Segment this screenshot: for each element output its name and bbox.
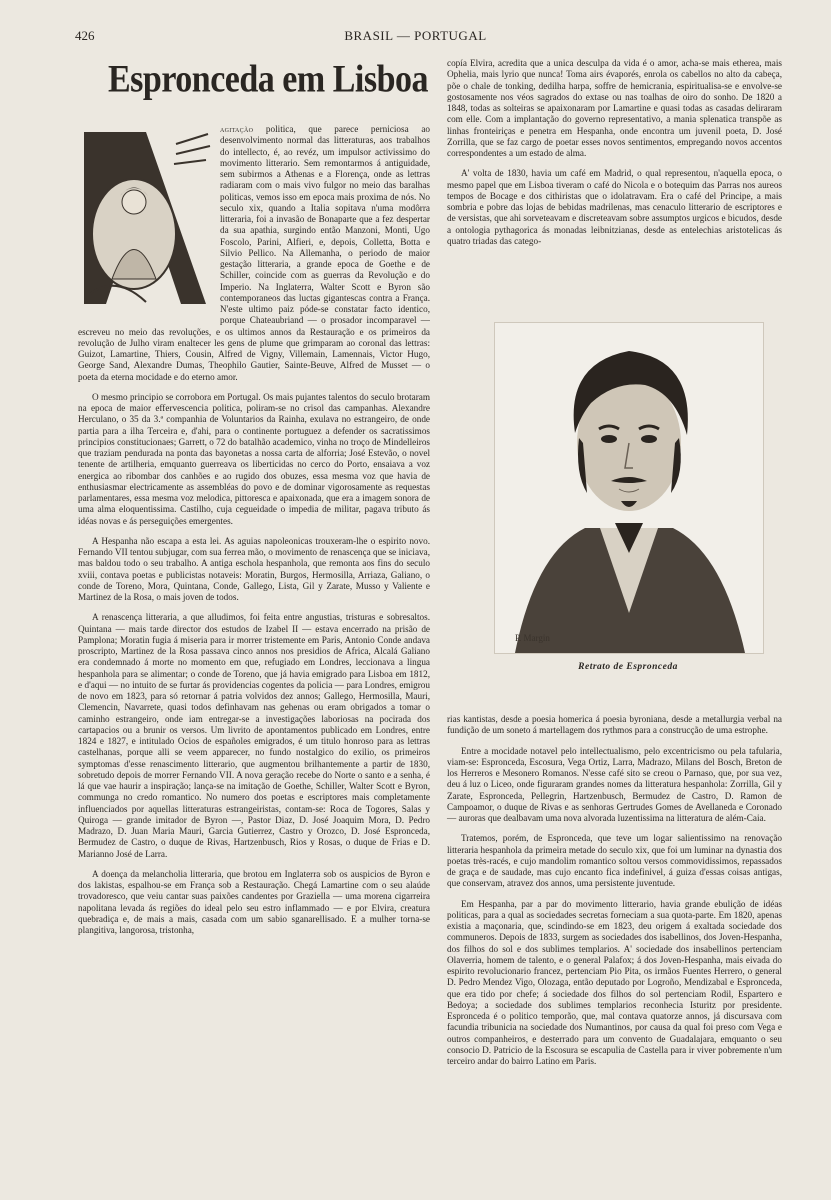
- paragraph: copía Elvira, acredita que a unica desculpa da vida é o amor, acha-se mais etherea, mais Ophelia, mais lyrio que nunca! Toma airs évaporés, enrola os cabellos no alto da cabeça, põe o chale de tonking, dedilha harpa, soffre de hemicrania, espiritualisa-se e envolve-se gostosamente nos véos sagrados do extase ou nas toalhas de oiro do sonho. De 1820 a 1848, todas as solteiras se apaixonaram por Lamartine e quasi todas as casadas deliraram com elle. Com a implantação do governo representativo, a mania splenatica transpõe as linhas fronteiriças e penetra em Hespanha, onde encontra um juvenil poeta, D. José Zorrilla, que se faz cargo de poetar esses novos sentimentos, empregando novos accentos correspondentes a um estado de alma.: [447, 58, 782, 158]
- paragraph: A Hespanha não escapa a esta lei. As aguias napoleonicas trouxeram-lhe o espirito novo. Fernando VII tentou subjugar, com sua ferrea mão, o movimento de renascença que se iniciava, mas baldou todo o seu trabalho. A antiga eschola hespanhola, que remonta aos fins do seculo xviii, contava poetas e publicistas notaveis: Moratin, Burgos, Hermosilla, Arriaza, Galiano, o conde de Toreno, Mora, Quintana, Conde, Gallego, Lista, Gil y Zarate, Musso y Valiente e Martinez de la Rosa, o mais joven de todos.: [78, 535, 430, 602]
- paragraph: A doença da melancholia litteraria, que brotou em Inglaterra sob os auspicios de Byron e dos lakistas, espalhou-se em França sob a Restauração. Chegá Lamartine com o seu alaúde trovadoresco, que veiu cantar suas paixões candentes por Graziella — uma morena cigarreira napolitana levada ás regiões do ideal pelo seu estro inflammado — e por Elvira, creatura quebradiça e, de mais a mais, casada com um sabio sganarellisado. E a mulher torna-se plangitiva, langorosa, tristonha,: [78, 868, 430, 935]
- paragraph: Entre a mocidade notavel pelo intellectualismo, pelo excentricismo ou pela tafularia, viam-se: Espronceda, Escosura, Vega Ortiz, Larra, Madrazo, Milans del Bosch, Breton de los Herreros e Mesonero Romanos. N'esse café sito se creou o Parnaso, que, por sua vez, deu á luz o Liceo, onde figuraram grandes nomes da litteratura hespanhola: Zorrilla, Gil y Zarate, Espronceda, Pellegrin, Hartzenbusch, Bermudez de Castro, D. Ramon de Campoamor, o duque de Rivas e as senhoras Gertrudes Gomes de Avellaneda e Coronado — auroras que dealbavam uma nova alvorada luzentissima na litteratura de além-Caia.: [447, 745, 782, 823]
- portrait-signature: P. Margin: [515, 633, 550, 643]
- initial-illustration-icon: [76, 124, 214, 314]
- article-title: Espronceda em Lisboa: [108, 58, 428, 101]
- illuminated-initial: [76, 124, 214, 314]
- page-number: 426: [75, 28, 95, 43]
- left-column: [78, 124, 430, 945]
- paragraph: O mesmo principio se corrobora em Portugal. Os mais pujantes talentos do seculo brotaram na epoca de maior effervescencia politica, poliram-se no crisol das campanhas. Alexandre Herculano, o 35 da 3.ª companhia de Voluntarios da Rainha, exulava no estrangeiro, de onde partia para a ilha Terceira e, d'ahi, para o continente portuguez a defender os sacratissimos principios constitucionaes; Garrett, o 72 do batalhão academico, vinha no troço de Mindelleiros que traziam pendurada na ponta das bayonetas a nossa carta de alforria; José Estevão, o novel tenente de artilheria, emquanto guerreava os liberticidas no cerco do Porto, ensaiava a voz energica ao ribombar dos canhões e ao rugido dos obuzes, essa mesma voz que havia de enthusiasmar electricamente as assembléas do povo e de dominar vigorosamente as requestas parlamentares, essa mesma voz melodica, pittoresca e apaixonada, que era a imagem sonora de uma alma eloquentissima. Castilho, cuja cegueidade o impedia de militar, pagava tributo ás idéas novas e ás perseguições emergentes.: [78, 391, 430, 526]
- right-column-top: [447, 58, 782, 256]
- paragraph: Em Hespanha, par a par do movimento litterario, havia grande ebulição de idéas politicas, para a qual as sociedades secretas forneciam a sua quota-parte. Em 1820, apenas existia a maçonaria, que, scindindo-se em 1823, deu origem á exaltada sociedade dos communeros. Depois de 1833, surgem as sociedades dos isabellinos, dos Joven-Hespanha, dos filhos do sol e dos sublimes templarios. A' sociedade dos insabellinos pertenciam Olaverria, homem de talento, e o general Palafox; á dos Joven-Hespanha, mais eivada do espirito revolucionario francez, pertenciam Pio Pita, os irmãos Fuentes Herrero, o general D. Pedro Mendez Vigo, Olozaga, então deputado por Logroño, Mendizabal e Espronceda, que era tido por chefe; á sociedade dos filhos do sol pertenciam Rodil, Espartero e Bedoya; a sociedade dos sublimes templarios reconhecia Isturitz por presidente. Espronceda é o politico temporão, que, mal contava quatorze annos, já discursava com facundia tribunicia na sociedade dos Numantinos, por causa da qual foi preso com Vega e outros companheiros, e desterrado para um convento de Guadalajara, emquanto o seu consocio D. Patricio de la Escosura se escapulia de Castella para ir viver pobremente n'um terceiro andar do bairro Latino em Paris.: [447, 898, 782, 1066]
- running-head: BRASIL — PORTUGAL: [344, 28, 487, 43]
- paragraph: A renascença litteraria, a que alludimos, foi feita entre angustias, tristuras e sobresaltos. Quintana — mais tarde director dos estudos de Izabel II — estava encerrado na prisão de Pamplona; Moratin fugia á miseria para ir morrer tristemente em Paris, Antonio Conde andava proscripto, Martinez de la Rosa passava cinco annos nos presidios de Africa, Alcalá Galiano era condemnado á morte no momento em que, refugiado em Londres, leccionava a lingua hespanhola para se alimentar; o conde de Toreno, que já havia emigrado para Lisboa em 1812, e d'aqui — no intuito de se furtar ás providencias cogentes da policia — para Londres, emigrou de novo em 1823, para só retornar á patria volvidos dez annos; Gallego, Hermosilla, Mauri, Clemencin, Navarrete, quasi todos definhavam nas gehenas ou eram obrigados a tomar o caminho estrangeiro, onde iam entregar-se a investigações laboriosas na pocirada dos cartapacios ou a brunir os versos. Um livrito de apontamentos publicado em Londres, entre 1824 e 1827, e intitulado Ocios de españoles emigrados, é um titulo honroso para as lettras castelhanas, porque alli se veem apparecer, no fundo nostalgico do exilio, os primeiros symptomas d'esse renascimento litterario, que augmentou brilhantemente a partir de 1830, sobretudo depois de morrer Fernando VII. A nova geração recebe do Norte o santo e a senha, é lá que vae haurir a inspiração; lança-se na imitação de Goethe, Schiller, Walter Scott e Byron, communga no credo romantico. No numero dos poetas e escriptores mais completamente influenciados por aquellas litteraturas estrangeiristas, contam-se: Roca de Togores, Salas y Quiroga — grande imitador de Byron —, Pastor Diaz, D. José Joaquim Mora, D. Pedro Madrazo, D. Juan Maria Mauri, Garcia Gutierrez, Castro y Orozco, D. José Espronceda, Bermudez de Castro, o duque de Rivas, Hartzenbusch, Rios y Rosas, o duque de Frias e D. Marianno José de Larra.: [78, 612, 430, 859]
- paragraph-lead: agitação: [220, 124, 254, 134]
- paragraph: A' volta de 1830, havia um café em Madrid, o qual representou, n'aquella epoca, o mesmo papel que em Lisboa tiveram o café do Nicola e o botequim das Parras nos aureos tempos de Bocage e dos cithiristas que o idolatravam. Era o café del Principe, a mais sombria e pobre das lojas de bebidas madrilenas, mas cenaculo litterario de escriptores e de versistas, que ahi sorveteavam e discreteavam sobre assumptos urgicos e bicudos, desde a ontologia pythagorica ás monadas leibnitzianas, desde as entelechias aristotelicas ás quatro triadas das catego-: [447, 168, 782, 246]
- portrait-caption: Retrato de Espronceda: [578, 662, 678, 672]
- paragraph: Tratemos, porém, de Espronceda, que teve um logar salientissimo na renovação litteraria hespanhola da primeira metade do seculo xix, que foi um luminar na dynastia dos poetas très-racés, e cujo mandolim romantico soltou versos commovidissimos, repassados de graça e de saudade, mas cujo encanto fica indefinivel, á guiza d'essas coisas antigas, que conservam, atravez dos annos, uma persistente juventude.: [447, 833, 782, 889]
- portrait-image: [494, 322, 764, 654]
- right-column-bottom: [447, 714, 782, 1076]
- paragraph: rias kantistas, desde a poesia homerica á poesia byroniana, desde a metallurgia verbal na fundição de um soneto á martellagem dos rythmos para a construcção de uma estrophe.: [447, 714, 782, 736]
- portrait-engraving-icon: [495, 323, 763, 653]
- paragraph-text: politica, que parece perniciosa ao desenvolvimento normal das litteraturas, aos trabalhos do intellecto, é, ao revéz, um impulsor activissimo do movimento litterario. Sem remontarmos á antiguidade, sem subirmos a Athenas e a Florença, onde as lettras radiaram com o mais vivo fulgor no meio das baralhas politicas, vemos isso em epoca mais proxima de nós. No seculo xix, quando a Italia sopitava n'uma modôrra litteraria, foi a invasão de Bonaparte que a fez despertar da sua apathia, surgindo então Manzoni, Monti, Ugo Foscolo, Parini, Alfieri, e, depois, Colletta, Botta e Silvio Pellico. Na Allemanha, o periodo de maior gestação litteraria, a grande epoca de Goethe e de Schiller, coincide com as guerras da Revolução e do Imperio. Na Inglaterra, Walter Scott e Byron são contemporaneos das luctas gigantescas contra a França. N'este ultimo paiz póde-se constatar facto identico, porque Chateaubriand — o prosador incomparavel — escreveu no meio das revoluções, e os ultimos annos da Restauração e os primeiros da revolução de Julho viram enaltecer les gens de plume que grimparam ao coronal das lettras: Guizot, Lamartine, Thiers, Cousin, Alfred de Vigny, Villemain, Lamennais, Victor Hugo, George Sand, Alexandre Dumas, Theophilo Gautier, Sainte-Beuve, Alfred de Musset — o poeta da eterna mocidade e do eterno amor.: [78, 124, 430, 382]
